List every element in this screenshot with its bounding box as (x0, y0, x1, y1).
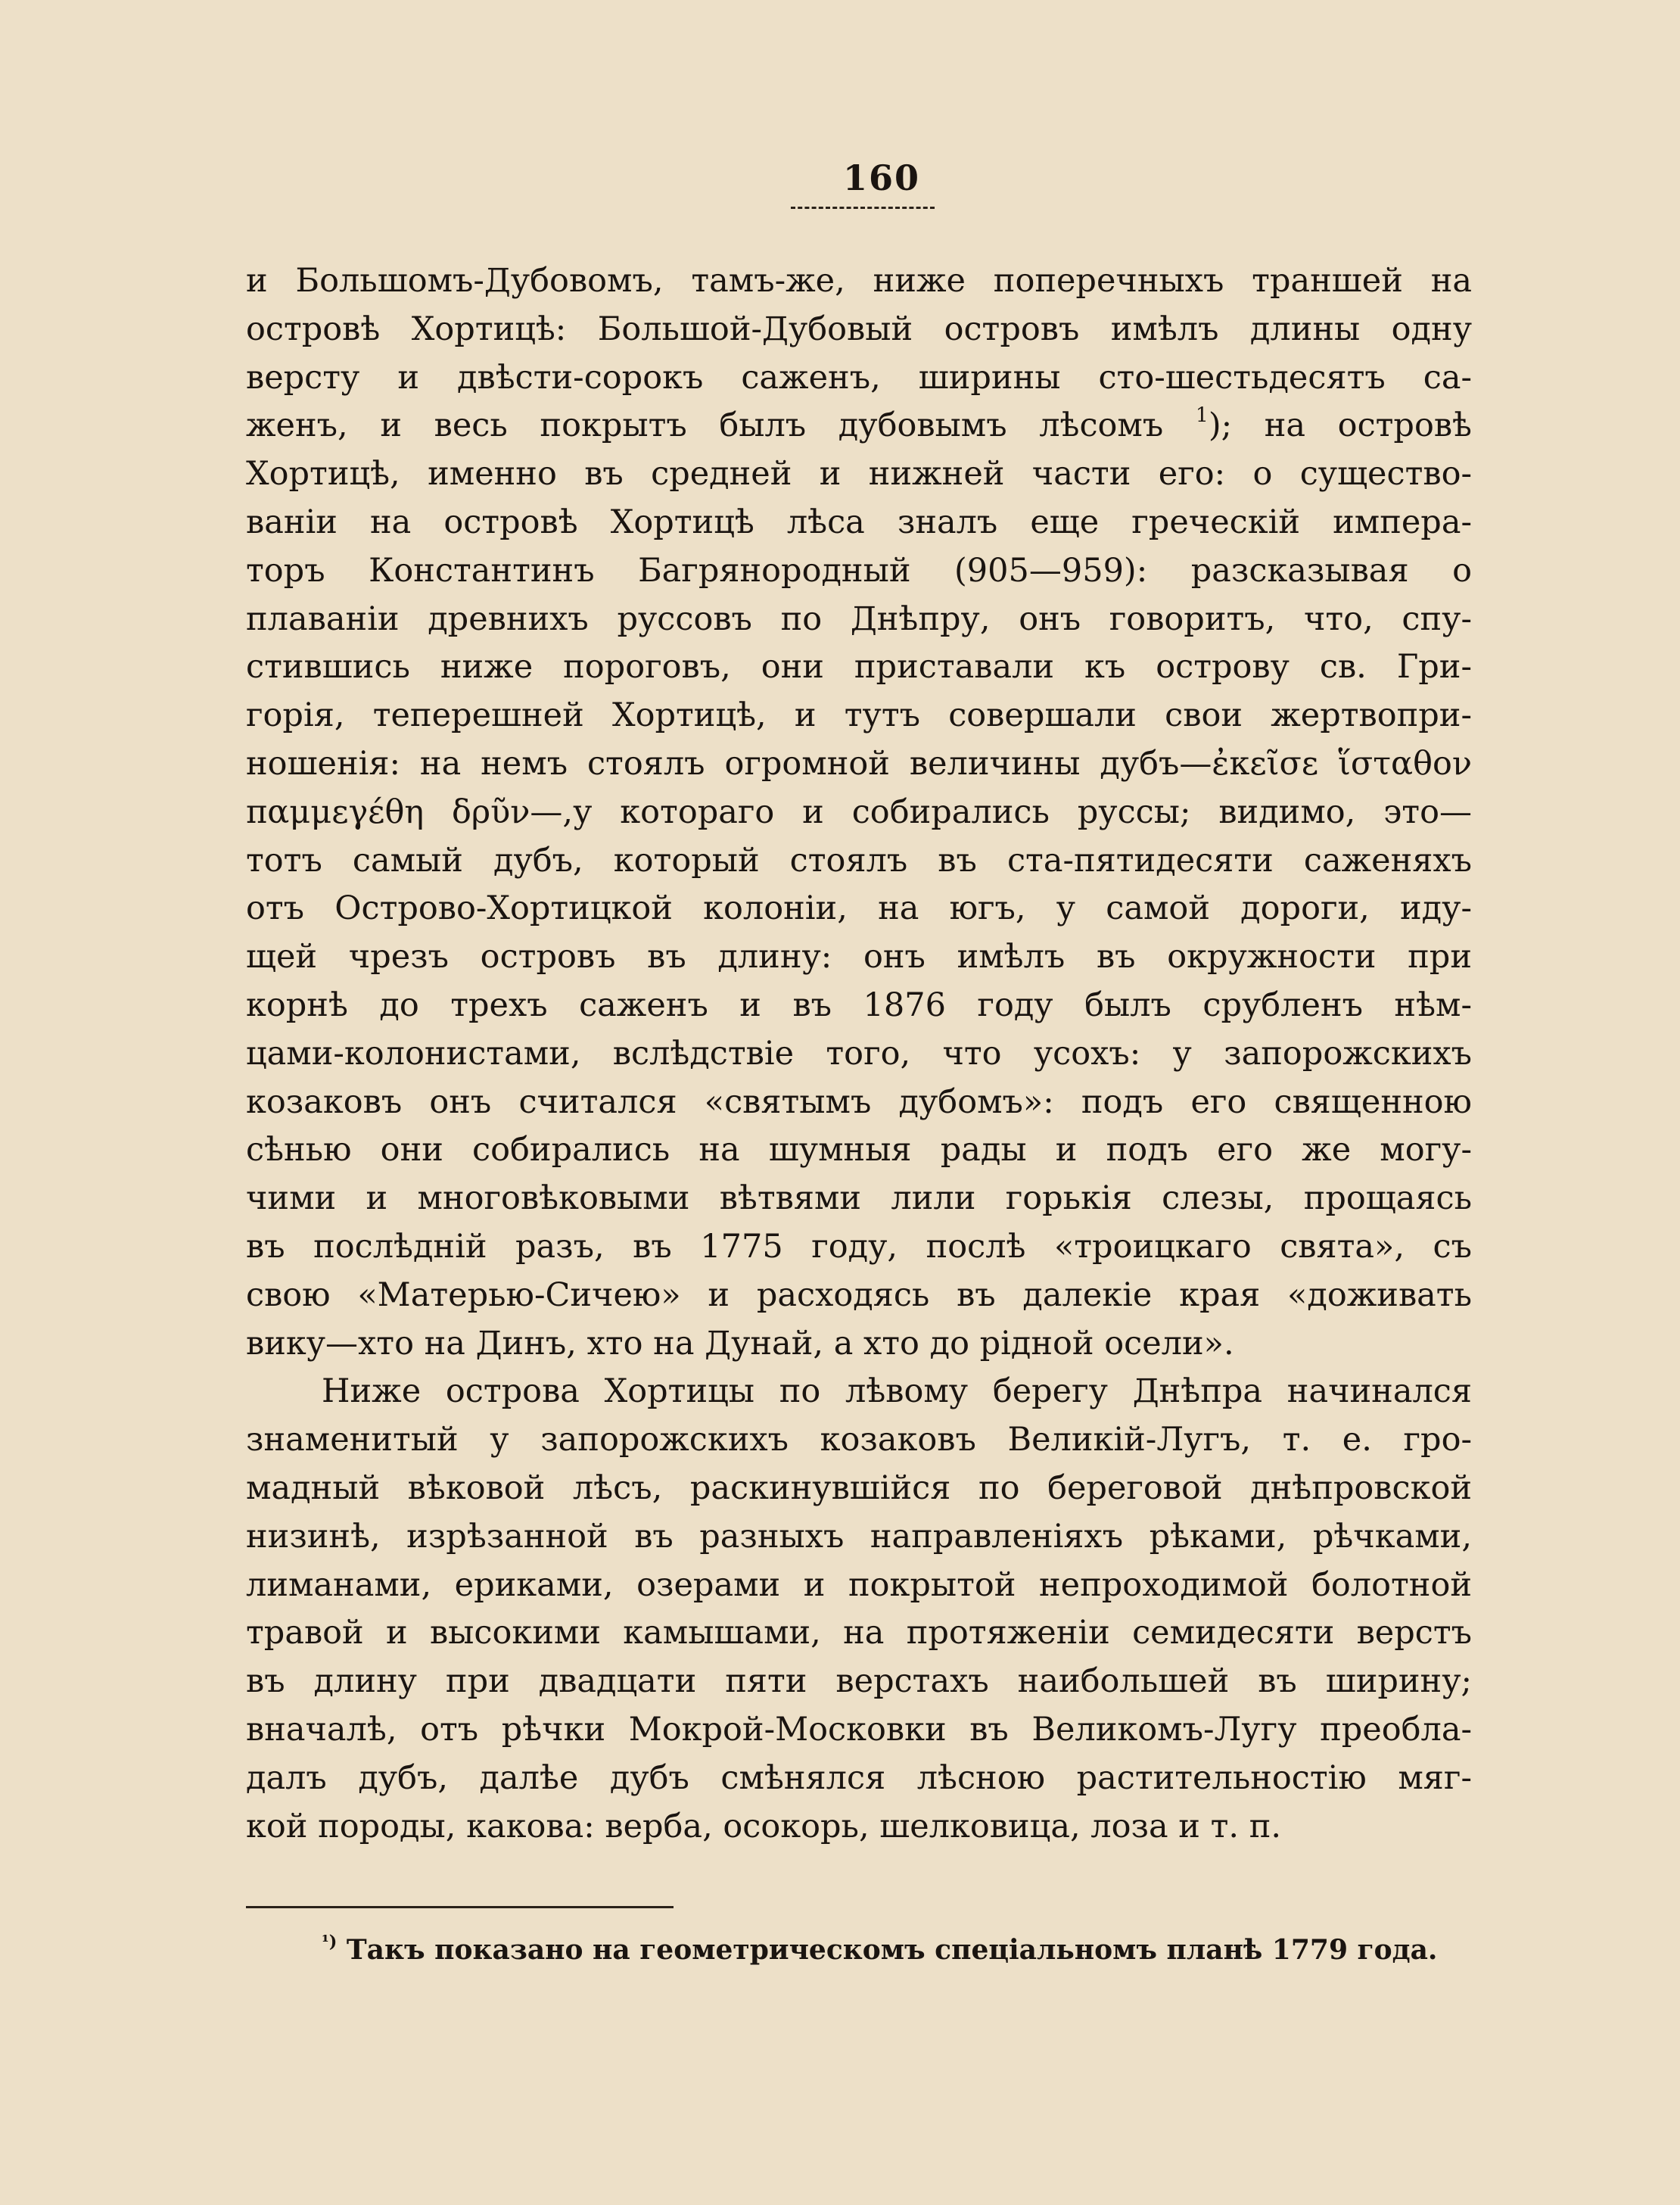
text-line: тотъ самый дубъ, который стоялъ въ ста-пятидесяти саженяхъ (246, 841, 1472, 880)
text-line: παμμεγέθη δρῦν—,у котораго и собирались руссы; видимо, это— (246, 793, 1472, 831)
body-text (246, 257, 1472, 1851)
text-line: мадный вѣковой лѣсъ, раскинувшійся по береговой днѣпровской (246, 1468, 1472, 1507)
text-line: козаковъ онъ считался «святымъ дубомъ»: подъ его священною (246, 1082, 1472, 1121)
text-line: Хортицѣ, именно въ средней и нижней части его: о существо- (246, 455, 1472, 494)
text-line: щей чрезъ островъ въ длину: онъ имѣлъ въ окружности при (246, 938, 1472, 976)
text-line: далъ дубъ, далѣе дубъ смѣнялся лѣсною растительностію мяг- (246, 1758, 1472, 1797)
text-line: корнѣ до трехъ саженъ и въ 1876 году былъ срубленъ нѣм- (246, 986, 1472, 1024)
text-line: сѣнью они собирались на шумныя рады и подъ его же могу- (246, 1131, 1472, 1169)
text-line: плаваніи древнихъ руссовъ по Днѣпру, онъ говоритъ, что, спу- (246, 600, 1472, 638)
footnote-marker: ¹) (322, 1932, 338, 1952)
text-line: цами-колонистами, вслѣдствіе того, что усохъ: у запорожскихъ (246, 1034, 1472, 1073)
text-line: вику—хто на Динъ, хто на Дунай, а хто до рідной осели». (246, 1324, 1234, 1363)
text-line: вначалѣ, отъ рѣчки Мокрой-Московки въ Великомъ-Лугу преобла- (246, 1710, 1472, 1749)
text-line: ношенія: на немъ стоялъ огромной величины дубъ—ἐκεῖσε ἵσταθον (246, 744, 1472, 783)
text-line: торъ Константинъ Багрянородный (905—959): разсказывая о (246, 551, 1472, 590)
text-line: версту и двѣсти-сорокъ саженъ, ширины сто-шестьдесятъ са- (246, 358, 1472, 397)
text-line: ваніи на островѣ Хортицѣ лѣса зналъ еще греческій импера- (246, 503, 1472, 541)
paragraph (246, 1368, 1472, 1851)
page-number: 160 (842, 157, 921, 198)
text-line: и Большомъ-Дубовомъ, тамъ-же, ниже поперечныхъ траншей на (246, 262, 1472, 300)
footnote-rule (246, 1906, 674, 1908)
text-line: чими и многовѣковыми вѣтвями лили горькія слезы, прощаясь (246, 1179, 1472, 1218)
text-line: кой породы, какова: верба, осокорь, шелковица, лоза и т. п. (246, 1807, 1282, 1845)
footnote-ref: 1 (1195, 403, 1209, 428)
text-line: стившись ниже пороговъ, они приставали къ острову св. Гри- (246, 648, 1472, 687)
text-line: низинѣ, изрѣзанной въ разныхъ направленіяхъ рѣками, рѣчками, (246, 1517, 1472, 1556)
text-line: въ послѣдній разъ, въ 1775 году, послѣ «троицкаго свята», съ (246, 1227, 1472, 1266)
text-line: отъ Острово-Хортицкой колоніи, на югъ, у самой дороги, иду- (246, 889, 1472, 928)
text-line: островѣ Хортицѣ: Большой-Дубовый островъ имѣлъ длины одну (246, 310, 1472, 348)
footnote-text: Такъ показано на геометрическомъ спеціальномъ планѣ 1779 года. (346, 1934, 1438, 1966)
footnote (322, 1930, 1472, 1970)
text-line: знаменитый у запорожскихъ козаковъ Великій-Лугъ, т. е. гро- (246, 1421, 1472, 1459)
text-line: женъ, и весь покрытъ былъ дубовымъ лѣсомъ $^1$); на островѣ (246, 403, 1472, 445)
header-rule (791, 207, 935, 209)
paragraph (246, 257, 1472, 1368)
text-line: травой и высокими камышами, на протяженіи семидесяти верстъ (246, 1614, 1472, 1652)
text-line: въ длину при двадцати пяти верстахъ наибольшей въ ширину; (246, 1662, 1472, 1701)
text-line: свою «Матерью-Сичею» и расходясь въ далекіе края «доживать (246, 1275, 1472, 1314)
text-line: Ниже острова Хортицы по лѣвому берегу Днѣпра начинался (322, 1372, 1472, 1411)
text-line: горія, теперешней Хортицѣ, и тутъ совершали свои жертвопри- (246, 696, 1472, 735)
text-line: лиманами, ериками, озерами и покрытой непроходимой болотной (246, 1565, 1472, 1604)
